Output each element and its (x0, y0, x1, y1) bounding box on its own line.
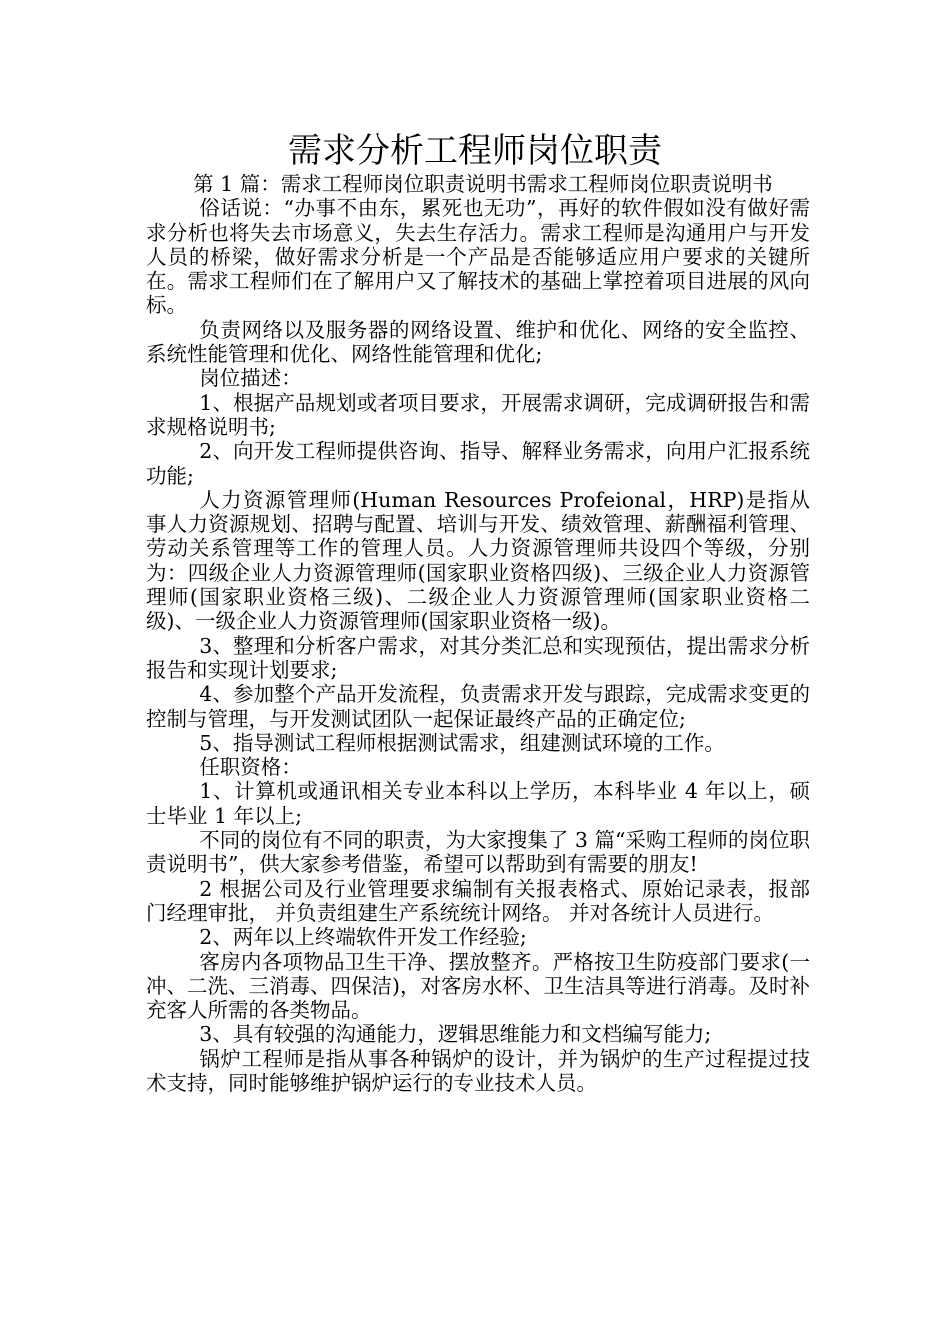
paragraph: 俗话说：“办事不由东，累死也无功”，再好的软件假如没有做好需求分析也将失去市场意义，失去生存活力。需求工程师是沟通用户与开发人员的桥梁，做好需求分析是一个产品是否能够适应用户要求的关键所在。需求工程师们在了解用户又了解技术的基础上掌控着项目进展的风向标。 (146, 196, 810, 318)
paragraph: 4、参加整个产品开发流程，负责需求开发与跟踪，完成需求变更的控制与管理，与开发测试团队一起保证最终产品的正确定位; (146, 682, 810, 731)
paragraph: 5、指导测试工程师根据测试需求，组建测试环境的工作。 (199, 730, 725, 755)
paragraph: 不同的岗位有不同的职责，为大家搜集了 3 篇“采购工程师的岗位职责说明书”，供大家参考借鉴，希望可以帮助到有需要的朋友! (146, 828, 810, 877)
paragraph: 岗位描述： (199, 366, 302, 391)
paragraph: 客房内各项物品卫生干净、摆放整齐。严格按卫生防疫部门要求(一冲、二洗、三消毒、四保洁)，对客房水杯、卫生洁具等进行消毒。及时补充客人所需的各类物品。 (146, 949, 810, 1023)
paragraph: 3、整理和分析客户需求，对其分类汇总和实现预估，提出需求分析报告和实现计划要求; (146, 633, 810, 682)
document-body (146, 172, 810, 1095)
paragraph: 3、具有较强的沟通能力，逻辑思维能力和文档编写能力; (199, 1022, 712, 1047)
document-title: 需求分析工程师岗位职责 (288, 131, 662, 171)
paragraph: 2、两年以上终端软件开发工作经验; (199, 925, 527, 950)
paragraph: 任职资格： (199, 755, 302, 780)
paragraph: 人力资源管理师(Human Resources Profeional，HRP)是指从事人力资源规划、招聘与配置、培训与开发、绩效管理、薪酬福利管理、劳动关系管理等工作的管理人员。人力资源管理师共设四个等级，分别为：四级企业人力资源管理师(国家职业资格四级)、三级企业人力资源管理师(国家职业资格三级)、二级企业人力资源管理师(国家职业资格二级)、一级企业人力资源管理师(国家职业资格一级)。 (146, 487, 810, 634)
paragraph: 2、向开发工程师提供咨询、指导、解释业务需求，向用户汇报系统功能; (146, 439, 810, 488)
paragraph: 第 1 篇：需求工程师岗位职责说明书需求工程师岗位职责说明书 (193, 172, 773, 196)
paragraph: 1、根据产品规划或者项目要求，开展需求调研，完成调研报告和需求规格说明书; (146, 390, 810, 439)
paragraph: 负责网络以及服务器的网络设置、维护和优化、网络的安全监控、系统性能管理和优化、网络性能管理和优化; (146, 317, 810, 367)
paragraph: 2 根据公司及行业管理要求编制有关报表格式、原始记录表，报部门经理审批， 并负责组建生产系统统计网络。 并对各统计人员进行。 (146, 876, 810, 925)
paragraph: 锅炉工程师是指从事各种锅炉的设计，并为锅炉的生产过程提过技术支持，同时能够维护锅炉运行的专业技术人员。 (146, 1046, 810, 1095)
paragraph: 1、计算机或通讯相关专业本科以上学历，本科毕业 4 年以上，硕士毕业 1 年以上; (146, 779, 810, 828)
